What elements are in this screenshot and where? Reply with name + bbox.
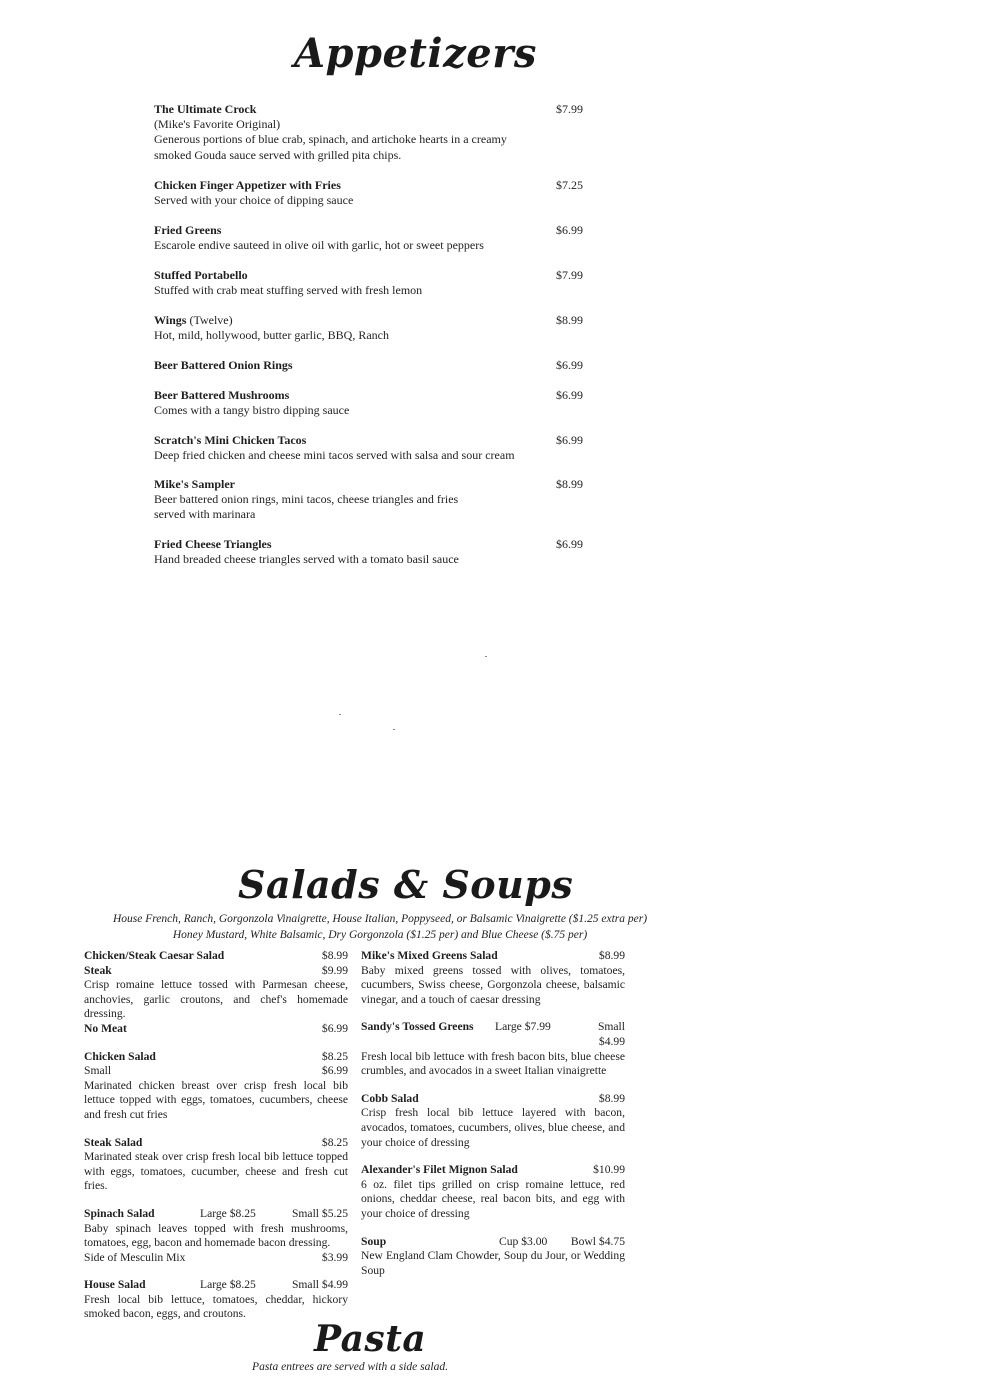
item-variant: Small (84, 1064, 112, 1078)
dressings-note-line2: Honey Mustard, White Balsamic, Dry Gorgonzola ($1.25 per) and Blue Cheese ($.75 per) (172, 929, 588, 941)
appetizer-name: Mike's Sampler (154, 477, 235, 491)
appetizer-name: Chicken Finger Appetizer with Fries (154, 178, 341, 192)
item-variant: No Meat (84, 1021, 127, 1035)
item-variant: Side of Mesculin Mix (84, 1250, 186, 1264)
item-name: Steak Salad (84, 1135, 143, 1149)
caesar-salad-item (84, 949, 348, 1037)
item-variant: Steak (84, 963, 112, 977)
scan-speck (393, 729, 395, 730)
appetizer-item (154, 433, 554, 463)
appetizer-name: Beer Battered Onion Rings (154, 358, 293, 372)
item-description: 6 oz. filet tips grilled on crisp romaine lettuce, red onions, cheddar cheese, real bacon bits, and egg with your choice of dressing (361, 1177, 625, 1220)
appetizer-description-line: Deep fried chicken and cheese mini tacos served with salsa and sour cream (154, 448, 515, 463)
appetizer-item (154, 268, 554, 298)
item-name: Alexander's Filet Mignon Salad (361, 1163, 518, 1177)
item-name: Chicken Salad (84, 1049, 156, 1063)
item-description: Marinated chicken breast over crisp fresh local bib lettuce topped with eggs, tomatoes, cucumbers, cheese and fresh cut fries (84, 1078, 348, 1121)
appetizer-description-line: served with marinara (154, 507, 256, 522)
appetizer-item (154, 388, 554, 418)
item-large-price: Large $7.99 (495, 1020, 551, 1034)
item-price: $8.25 (321, 1049, 348, 1063)
appetizer-name-line (154, 433, 554, 448)
item-price: $6.99 (321, 1064, 348, 1078)
appetizer-name: Scratch's Mini Chicken Tacos (154, 433, 307, 447)
item-cup-price: Cup $3.00 (499, 1234, 548, 1248)
item-large-price: Large $8.25 (200, 1278, 256, 1292)
appetizer-item (154, 313, 554, 343)
appetizer-price: $6.99 (556, 388, 583, 402)
item-large-price: Large $8.25 (200, 1206, 256, 1220)
appetizer-name-line (154, 268, 554, 283)
item-name: Spinach Salad (84, 1206, 155, 1220)
appetizer-description-line: smoked Gouda sauce served with grilled pita chips. (154, 147, 402, 162)
pasta-heading: Pasta (314, 1318, 427, 1360)
appetizer-price: $8.99 (556, 477, 583, 491)
appetizer-item (154, 178, 554, 208)
appetizer-description-line: Hand breaded cheese triangles served with a tomato basil sauce (154, 552, 459, 567)
filet-mignon-salad-item (361, 1163, 625, 1221)
appetizer-price: $7.99 (556, 102, 583, 116)
mixed-greens-item (361, 949, 625, 1007)
appetizer-description-line: Served with your choice of dipping sauce (154, 193, 354, 208)
item-name: Cobb Salad (361, 1091, 419, 1105)
appetizer-name-line (154, 102, 554, 117)
item-description: Fresh local bib lettuce, tomatoes, cheddar, hickory smoked bacon, eggs, and croutons. (84, 1292, 348, 1321)
appetizer-price: $6.99 (556, 537, 583, 551)
appetizer-name-line (154, 388, 554, 403)
appetizer-item (154, 358, 554, 373)
appetizer-name-line (154, 178, 554, 193)
item-small-price: Small $5.25 (291, 1206, 348, 1220)
scan-speck (485, 656, 487, 657)
item-bowl-price: Bowl $4.75 (570, 1234, 625, 1248)
appetizer-price: $6.99 (556, 358, 583, 372)
appetizer-item (154, 223, 554, 253)
pasta-note: Pasta entrees are served with a side salad. (252, 1361, 448, 1373)
item-name: Soup (361, 1234, 387, 1248)
appetizer-name: Stuffed Portabello (154, 268, 248, 282)
item-description: Crisp fresh local bib lettuce layered with bacon, avocados, tomatoes, cucumbers, olives, blue cheese, and your choice of dressing (361, 1106, 625, 1149)
appetizer-price: $6.99 (556, 223, 583, 237)
appetizer-price: $8.99 (556, 313, 583, 327)
salads-left-column (84, 949, 348, 1335)
appetizer-description-line: (Mike's Favorite Original) (154, 117, 281, 132)
appetizer-description-line: Comes with a tangy bistro dipping sauce (154, 403, 350, 418)
item-price: $8.99 (321, 949, 348, 962)
appetizer-description-line: Hot, mild, hollywood, butter garlic, BBQ, Ranch (154, 328, 389, 343)
appetizer-name-line (154, 537, 554, 552)
item-price: $8.25 (321, 1135, 348, 1149)
appetizer-name-line (154, 477, 554, 492)
appetizer-name: The Ultimate Crock (154, 102, 257, 116)
appetizer-price: $7.99 (556, 268, 583, 282)
steak-salad-item (84, 1136, 348, 1194)
appetizer-item (154, 537, 554, 567)
dressings-note-line1: House French, Ranch, Gorgonzola Vinaigrette, House Italian, Poppyseed, or Balsamic Vinaigrette ($1.25 extra per) (112, 913, 648, 925)
sandys-tossed-greens-item (361, 1020, 625, 1078)
item-small-price: Small $4.99 (291, 1278, 348, 1292)
chicken-salad-item (84, 1050, 348, 1123)
item-name: Chicken/Steak Caesar Salad (84, 949, 225, 962)
soup-item (361, 1235, 625, 1279)
appetizer-name: Fried Cheese Triangles (154, 537, 272, 551)
appetizer-name-line (154, 313, 554, 328)
item-description: Fresh local bib lettuce with fresh bacon bits, blue cheese crumbles, and avocados in a sweet Italian vinaigrette (361, 1049, 625, 1078)
item-price: $6.99 (321, 1021, 348, 1035)
appetizer-name-line (154, 358, 554, 373)
item-price: $3.99 (321, 1250, 348, 1264)
appetizer-description-line: Beer battered onion rings, mini tacos, cheese triangles and fries (154, 492, 459, 507)
item-price: $9.99 (321, 963, 348, 977)
item-description: Baby spinach leaves topped with fresh mushrooms, tomatoes, egg, bacon and homemade bacon dressing. (84, 1221, 348, 1250)
appetizer-item (154, 102, 554, 163)
item-name: Sandy's Tossed Greens (361, 1020, 474, 1034)
appetizers-heading: Appetizers (294, 30, 537, 77)
house-salad-item (84, 1278, 348, 1322)
appetizer-name-line (154, 223, 554, 238)
appetizer-description-line: Escarole endive sauteed in olive oil with garlic, hot or sweet peppers (154, 238, 484, 253)
item-price: $8.99 (598, 1091, 625, 1105)
item-name: House Salad (84, 1278, 146, 1292)
appetizer-description-line: Stuffed with crab meat stuffing served with fresh lemon (154, 283, 423, 298)
item-small-price: Small $4.99 (597, 1020, 625, 1048)
item-name: Mike's Mixed Greens Salad (361, 949, 498, 962)
appetizer-name-extra: (Twelve) (186, 313, 233, 327)
salads-soups-heading: Salads & Soups (238, 862, 574, 907)
appetizer-name: Wings (154, 313, 187, 327)
appetizer-item (154, 477, 554, 523)
appetizer-description-line: Generous portions of blue crab, spinach, and artichoke hearts in a creamy (154, 132, 507, 147)
appetizer-name: Fried Greens (154, 223, 222, 237)
item-description: Crisp romaine lettuce tossed with Parmesan cheese, anchovies, garlic croutons, and chef's homemade dressing. (84, 978, 348, 1021)
scan-speck (339, 714, 341, 715)
appetizer-price: $7.25 (556, 178, 583, 192)
spinach-salad-item (84, 1207, 348, 1265)
item-price: $8.99 (598, 949, 625, 962)
cobb-salad-item (361, 1092, 625, 1150)
item-price: $10.99 (593, 1163, 625, 1177)
item-description: Baby mixed greens tossed with olives, tomatoes, cucumbers, Swiss cheese, Gorgonzola cheese, balsamic vinegar, and a touch of caesar dressing (361, 963, 625, 1006)
appetizer-price: $6.99 (556, 433, 583, 447)
salads-right-column (361, 949, 625, 1291)
appetizer-name: Beer Battered Mushrooms (154, 388, 290, 402)
item-description: Marinated steak over crisp fresh local bib lettuce topped with eggs, tomatoes, cucumber, cheese and fresh cut fries. (84, 1150, 348, 1193)
item-description: New England Clam Chowder, Soup du Jour, or Wedding Soup (361, 1249, 625, 1277)
